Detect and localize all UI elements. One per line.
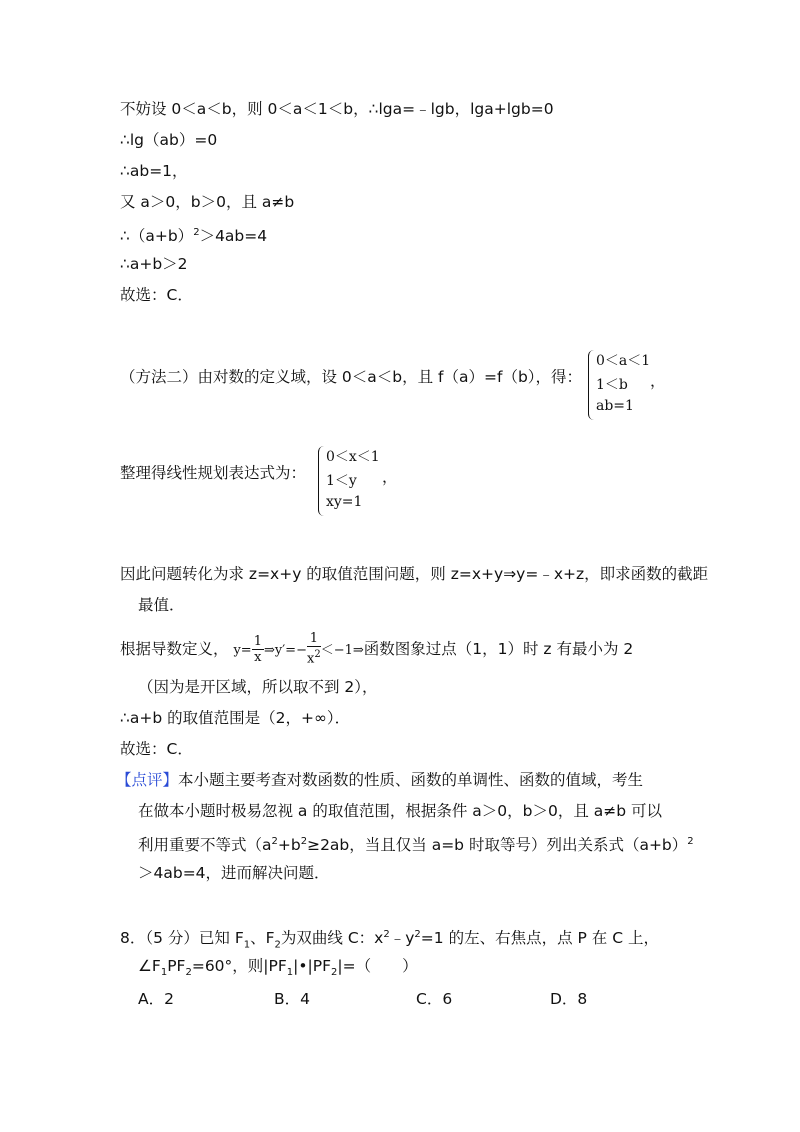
comment-line-4: ＞4ab=4，进而解决问题． bbox=[138, 864, 330, 882]
solution-line-5 bbox=[120, 222, 267, 247]
solution-line-3: ∴ab=1， bbox=[120, 162, 188, 180]
exponent: 2 bbox=[383, 929, 390, 940]
formula-inequality: ＜−1⇒ bbox=[320, 643, 364, 658]
formula-y: y= bbox=[233, 643, 252, 658]
option-a[interactable]: A．2 bbox=[138, 990, 174, 1008]
subscript: 1 bbox=[286, 967, 294, 979]
solution-line-4: 又 a＞0，b＞0，且 a≠b bbox=[120, 193, 295, 211]
comment-line-1 bbox=[116, 769, 643, 791]
derivative-lead-text: 根据导数定义， bbox=[120, 640, 229, 658]
q8-text-d: ﹣y bbox=[389, 929, 415, 948]
brace-icon bbox=[588, 350, 595, 420]
option-d[interactable]: D．8 bbox=[550, 990, 588, 1008]
method-two-text: （方法二）由对数的定义域，设 0＜a＜b，且 f（a）=f（b），得： bbox=[120, 368, 583, 386]
inequality-text: ＞4ab=4 bbox=[199, 227, 268, 246]
subscript: 1 bbox=[243, 939, 251, 951]
question-8-line-1 bbox=[120, 924, 659, 956]
system-xy-row-2: 1＜y bbox=[326, 473, 357, 489]
comma-after-system-ab: ， bbox=[650, 372, 666, 390]
q8-text-c: 为双曲线 C：x bbox=[280, 929, 384, 948]
comment-text-3c: ≥2ab，当且仅当 a=b 时取等号）列出关系式（a+b） bbox=[307, 836, 688, 855]
solution-line-2: ∴lg（ab）=0 bbox=[120, 131, 218, 149]
comment-line-3 bbox=[138, 831, 694, 856]
q8-text-j: |=（ ） bbox=[337, 957, 418, 975]
subscript: 2 bbox=[274, 939, 281, 951]
brace-icon bbox=[318, 446, 325, 516]
system-ab-row-2: 1＜b bbox=[596, 377, 628, 393]
option-c[interactable]: C．6 bbox=[416, 990, 453, 1008]
q8-text-a: 8．（5 分）已知 F bbox=[120, 929, 244, 948]
solution-line-1: 不妨设 0＜a＜b，则 0＜a＜1＜b，∴lga=﹣lgb，lga+lgb=0 bbox=[120, 100, 554, 118]
q8-text-b: 、F bbox=[250, 929, 275, 948]
range-conclusion: ∴a+b 的取值范围是（2，+∞）． bbox=[120, 709, 351, 727]
subscript: 2 bbox=[185, 967, 192, 979]
option-b[interactable]: B．4 bbox=[274, 990, 310, 1008]
denominator-base: x bbox=[306, 651, 315, 667]
exponent: 2 bbox=[687, 836, 694, 847]
comment-line-2: 在做本小题时极易忽视 a 的取值范围，根据条件 a＞0，b＞0，且 a≠b 可以 bbox=[138, 802, 663, 820]
subscript: 2 bbox=[331, 967, 338, 979]
answer-line-1: 故选：C． bbox=[120, 286, 193, 304]
comment-tag: 【点评】 bbox=[116, 771, 179, 789]
system-xy-row-1: 0＜x＜1 bbox=[326, 449, 380, 465]
exponent: 2 bbox=[300, 836, 308, 847]
fraction-one-over-x bbox=[252, 635, 264, 665]
q8-text-e: =1 的左、右焦点，点 P 在 C 上， bbox=[420, 929, 659, 948]
q8-text-h: =60°，则|PF bbox=[191, 957, 287, 975]
denominator bbox=[307, 647, 321, 666]
method-two-line bbox=[120, 366, 582, 388]
question-8-line-2 bbox=[138, 955, 418, 984]
comma-after-system-xy: ， bbox=[382, 468, 398, 486]
numerator: 1 bbox=[253, 633, 262, 649]
derivative-conclusion-text: 函数图象过点（1，1）时 z 有最小为 2 bbox=[363, 640, 634, 658]
comment-text-3a: 利用重要不等式（a bbox=[138, 836, 272, 855]
transform-line: 因此问题转化为求 z=x+y 的取值范围问题，则 z=x+y⇒y=﹣x+z，即求函数的截距 bbox=[120, 565, 709, 583]
comment-text-3b: +b bbox=[277, 836, 301, 855]
denominator: x bbox=[254, 649, 262, 665]
derivative-line bbox=[120, 632, 633, 668]
numerator: 1 bbox=[307, 632, 321, 647]
q8-text-i: |•|PF bbox=[293, 957, 332, 975]
q8-text-f: ∠F bbox=[138, 957, 161, 975]
comment-text-1: 本小题主要考查对数函数的性质、函数的单调性、函数的值域，考生 bbox=[178, 771, 644, 789]
sum-squared-text: ∴（a+b） bbox=[120, 227, 194, 246]
answer-line-2: 故选：C． bbox=[120, 740, 193, 758]
fraction-one-over-x-squared bbox=[307, 632, 321, 666]
system-ab-row-1: 0＜a＜1 bbox=[596, 353, 651, 369]
subscript: 1 bbox=[160, 967, 168, 979]
solution-line-6: ∴a+b＞2 bbox=[120, 255, 188, 273]
open-region-note: （因为是开区域，所以取不到 2）， bbox=[138, 678, 378, 696]
transform-line-cont: 最值． bbox=[138, 596, 185, 614]
linear-programming-line: 整理得线性规划表达式为： bbox=[120, 464, 307, 482]
exponent: 2 bbox=[271, 836, 278, 847]
denominator-exponent: 2 bbox=[314, 649, 321, 661]
exponent: 2 bbox=[193, 227, 200, 238]
q8-text-g: PF bbox=[167, 957, 186, 975]
formula-derivative: ⇒y′=− bbox=[263, 643, 307, 658]
system-xy-row-3: xy=1 bbox=[326, 494, 363, 510]
system-ab-row-3: ab=1 bbox=[596, 398, 634, 414]
exponent: 2 bbox=[414, 929, 421, 940]
